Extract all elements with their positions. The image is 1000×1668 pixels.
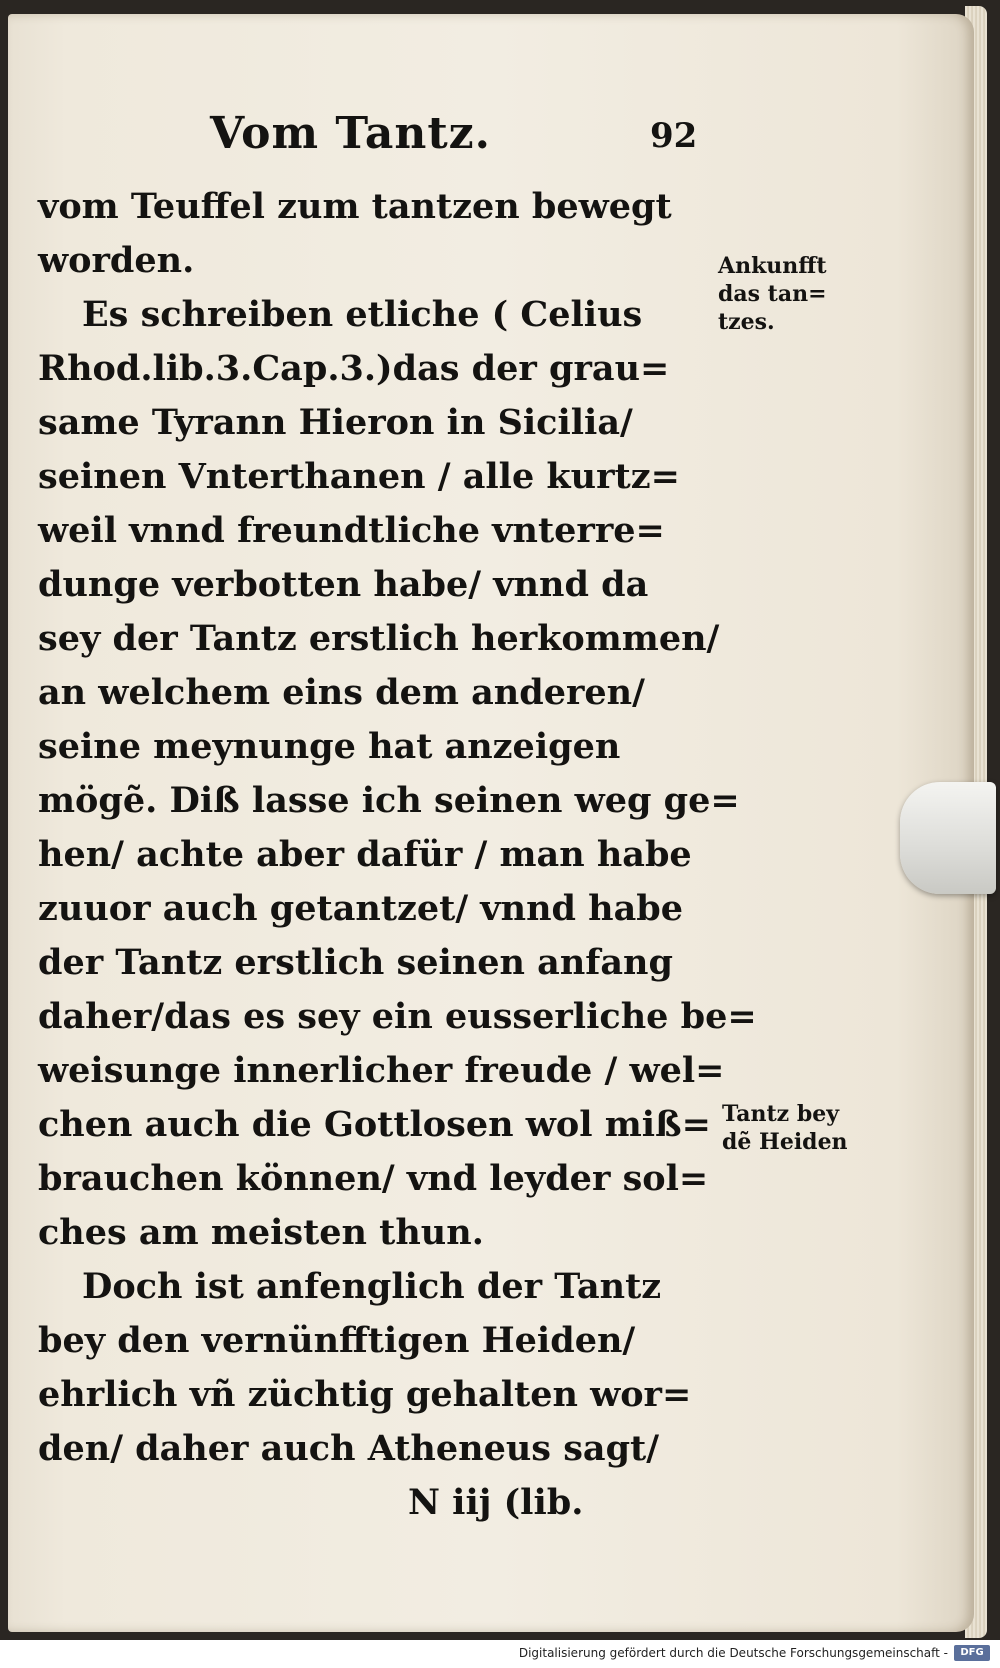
page-header xyxy=(210,108,710,168)
text-line: worden. xyxy=(38,240,195,281)
funding-credit: Digitalisierung gefördert durch die Deutsche Forschungsgemeinschaft - xyxy=(518,1646,948,1660)
footer-bar xyxy=(0,1640,1000,1668)
text-line: Es schreiben etliche ( Celius xyxy=(82,294,643,335)
marginal-line: Ankunfft xyxy=(718,253,827,279)
text-line: chen auch die Gottlosen wol miß= xyxy=(38,1104,711,1145)
text-line: hen/ achte aber dafür / man habe xyxy=(38,834,692,875)
text-line: ehrlich vñ züchtig gehalten wor= xyxy=(38,1374,692,1415)
catchline: N iij (lib. xyxy=(408,1482,584,1523)
text-line: zuuor auch getantzet/ vnnd habe xyxy=(38,888,684,929)
text-line: an welchem eins dem anderen/ xyxy=(38,672,645,713)
marginal-line: das tan= xyxy=(718,281,827,307)
text-line: daher/das es sey ein eusserliche be= xyxy=(38,996,757,1037)
text-line: Doch ist anfenglich der Tantz xyxy=(82,1266,662,1307)
marginal-line: Tantz bey xyxy=(722,1101,839,1127)
text-line: same Tyrann Hieron in Sicilia/ xyxy=(38,402,633,443)
text-line: Rhod.lib.3.Cap.3.)das der grau= xyxy=(38,348,670,389)
marginal-note-heiden xyxy=(722,1100,848,1156)
text-line: sey der Tantz erstlich herkommen/ xyxy=(38,618,720,659)
running-title: Vom Tantz. xyxy=(210,108,491,159)
text-line: weisunge innerlicher freude / wel= xyxy=(38,1050,725,1091)
text-line: mögẽ. Diß lasse ich seinen weg ge= xyxy=(38,780,740,821)
text-line: ches am meisten thun. xyxy=(38,1212,484,1253)
marginal-line: tzes. xyxy=(718,309,775,335)
marginal-line: dẽ Heiden xyxy=(722,1129,848,1155)
text-line: dunge verbotten habe/ vnnd da xyxy=(38,564,649,605)
text-line: den/ daher auch Atheneus sagt/ xyxy=(38,1428,659,1469)
bookmark-clip xyxy=(900,782,996,894)
dfg-logo-icon: DFG xyxy=(954,1645,990,1661)
text-line: der Tantz erstlich seinen anfang xyxy=(38,942,673,983)
text-line: brauchen können/ vnd leyder sol= xyxy=(38,1158,709,1199)
text-line: bey den vernünfftigen Heiden/ xyxy=(38,1320,636,1361)
page-number: 92 xyxy=(650,116,698,156)
marginal-note-ankunfft xyxy=(718,252,827,336)
text-line: weil vnnd freundtliche vnterre= xyxy=(38,510,665,551)
text-line: vom Teuffel zum tantzen bewegt xyxy=(38,186,672,227)
text-line: seinen Vnterthanen / alle kurtz= xyxy=(38,456,680,497)
text-line: seine meynunge hat anzeigen xyxy=(38,726,621,767)
